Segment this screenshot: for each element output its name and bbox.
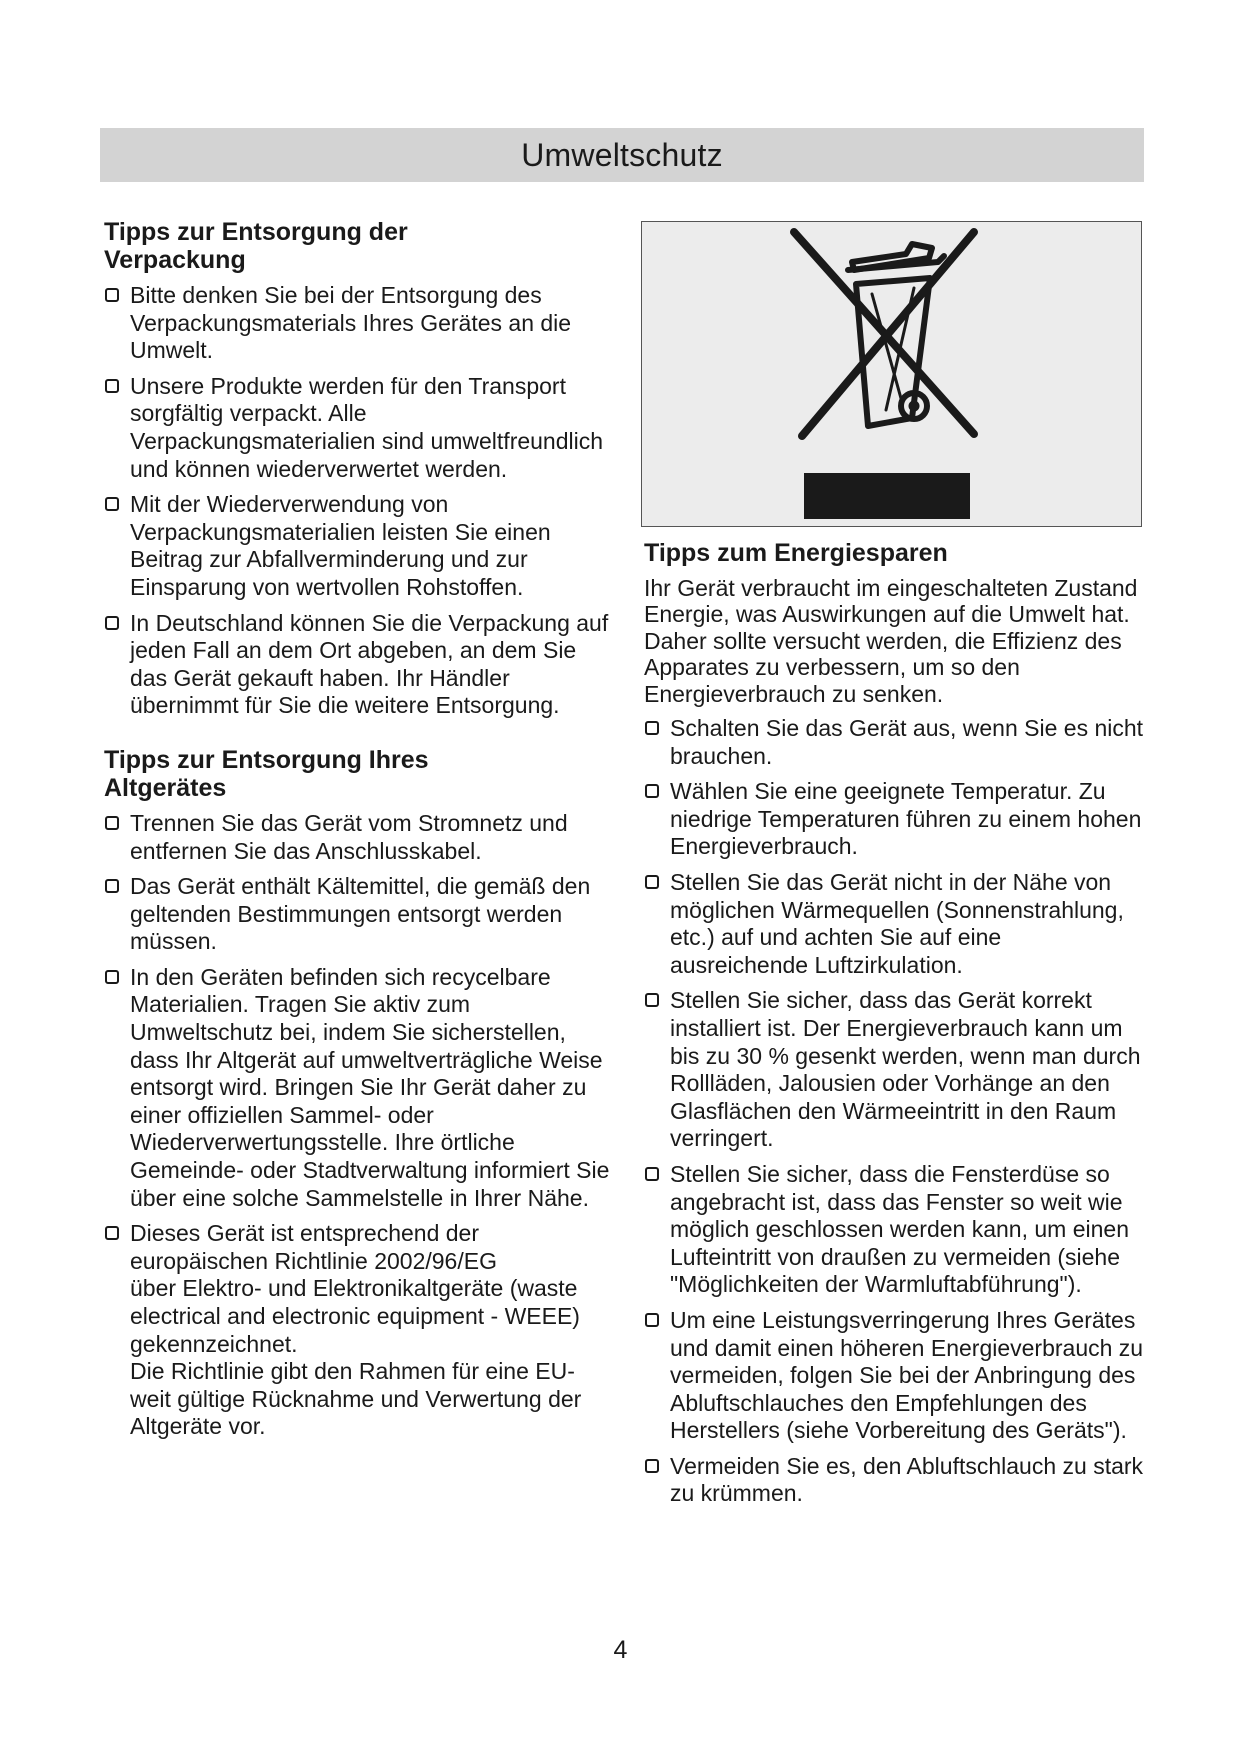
heading-packaging-disposal [104,218,614,274]
list-item [104,810,614,865]
list-item-text: Bitte denken Sie bei der Entsorgung des Verpackungsmaterials Ihres Gerätes an die Umwelt. [130,282,572,364]
list-item-text: Wählen Sie eine geeignete Temperatur. Zu niedrige Temperaturen führen zu einem hohen Energieverbrauch. [670,778,1142,860]
energy-tips-list [644,715,1144,1508]
list-item [104,282,614,365]
weee-text-line: über Elektro- und Elektronikaltgeräte (waste electrical and electronic equipment - WEEE) gekennzeichnet. [130,1275,580,1357]
page-header [100,128,1144,182]
list-item [644,1453,1144,1508]
list-item [104,964,614,1212]
list-item-text: Um eine Leistungsverringerung Ihres Gerätes und damit einen höheren Energieverbrauch zu vermeiden, folgen Sie bei der Anbringung des Abluftschlauches den Empfehlungen des Herstellers (siehe Vorbereitung des Geräts"). [670,1306,1144,1444]
crossed-out-wheelie-bin-icon [642,222,1140,525]
list-item-text: Stellen Sie sicher, dass die Fensterdüse so angebracht ist, dass das Fenster so weit wie möglich geschlossen werden kann, um einen Lufteintritt von draußen zu vermeiden (siehe "Möglichkeiten der Warmluftabführung"). [670,1160,1129,1298]
appliance-tips-list [104,810,614,1441]
list-item [104,873,614,956]
list-item-text: In Deutschland können Sie die Verpackung auf jeden Fall an dem Ort abgeben, an dem Sie das Gerät gekauft haben. Ihr Händler übernimmt für Sie die weitere Entsorgung. [130,609,609,719]
list-item-text: Das Gerät enthält Kältemittel, die gemäß den geltenden Bestimmungen entsorgt werden müssen. [130,873,591,955]
list-item-text: Stellen Sie das Gerät nicht in der Nähe von möglichen Wärmequellen (Sonnenstrahlung, etc.) auf und achten Sie auf eine ausreichende Luftzirkulation. [670,869,1124,978]
heading-line: Tipps zur Entsorgung Ihres [104,745,429,774]
list-item [104,491,614,601]
packaging-tips-list [104,282,614,720]
list-item-text: Trennen Sie das Gerät vom Stromnetz und entfernen Sie das Anschlusskabel. [130,809,568,864]
checkbox-bullet-icon [105,288,119,302]
checkbox-bullet-icon [645,1167,659,1181]
energy-intro-text: Ihr Gerät verbraucht im eingeschalteten Zustand Energie, was Auswirkungen auf die Umwelt hat. Daher sollte versucht werden, die Effizienz des Apparates zu verbessern, um so den Energieverbrauch zu senken. [644,575,1138,707]
list-item [104,610,614,720]
heading-old-appliance-disposal [104,746,614,802]
heading-line: Verpackung [104,246,246,274]
checkbox-bullet-icon [105,616,119,630]
list-item-text: In den Geräten befinden sich recycelbare Materialien. Tragen Sie aktiv zum Umweltschutz bei, indem Sie sicherstellen, dass Ihr Altgerät auf umweltverträgliche Weise entsorgt wird. Bringen Sie Ihr Gerät daher zu einer offiziellen Sammel- oder Wiederverwertungsstelle. Ihre örtliche Gemeinde- oder Stadtverwaltung informiert Sie über eine solche Sammelstelle in Ihrer Nähe. [130,963,610,1211]
list-item-text: Vermeiden Sie es, den Abluftschlauch zu stark zu krümmen. [670,1452,1144,1507]
list-item [644,1307,1144,1445]
checkbox-bullet-icon [645,721,659,735]
checkbox-bullet-icon [645,1459,659,1473]
page-title: Umweltschutz [521,136,723,173]
weee-symbol-figure [641,221,1142,527]
list-item [644,869,1144,979]
list-item-text: Unsere Produkte werden für den Transport sorgfältig verpackt. Alle Verpackungsmaterialien sind umweltfreundlich und können wiederverwertet werden. [130,372,604,482]
checkbox-bullet-icon [645,993,659,1007]
checkbox-bullet-icon [645,875,659,889]
list-item [644,1161,1144,1299]
checkbox-bullet-icon [105,816,119,830]
checkbox-bullet-icon [105,1226,119,1240]
weee-bar [804,473,970,519]
right-column [644,539,1144,1516]
list-item-text: Mit der Wiederverwendung von Verpackungsmaterialien leisten Sie einen Beitrag zur Abfallverminderung und zur Einsparung von wertvollen Rohstoffen. [130,491,551,600]
list-item [644,778,1144,861]
weee-text-line: Dieses Gerät ist entsprechend der europäischen Richtlinie 2002/96/EG [130,1220,497,1274]
list-item [644,715,1144,770]
list-item-text: Stellen Sie sicher, dass das Gerät korrekt installiert ist. Der Energieverbrauch kann um bis zu 30 % gesenkt werden, wenn man durch Rollläden, Jalousien oder Vorhänge an den Glasflächen den Wärmeeintritt in den Raum verringert. [670,987,1141,1152]
checkbox-bullet-icon [105,970,119,984]
checkbox-bullet-icon [645,784,659,798]
checkbox-bullet-icon [105,497,119,511]
list-item-text: Schalten Sie das Gerät aus, wenn Sie es nicht brauchen. [670,715,1144,769]
checkbox-bullet-icon [105,879,119,893]
checkbox-bullet-icon [105,379,119,393]
weee-text-line: Die Richtlinie gibt den Rahmen für eine EU-weit gültige Rücknahme und Verwertung der Altgeräte vor. [130,1358,582,1440]
list-item [644,987,1144,1153]
heading-energy-saving: Tipps zum Energiesparen [644,539,948,567]
list-item [104,373,614,483]
checkbox-bullet-icon [645,1313,659,1327]
list-item-weee [104,1220,614,1441]
page-number: 4 [613,1636,628,1664]
left-column [104,218,614,1449]
heading-line: Altgerätes [104,773,227,802]
heading-line: Tipps zur Entsorgung der [104,218,408,246]
